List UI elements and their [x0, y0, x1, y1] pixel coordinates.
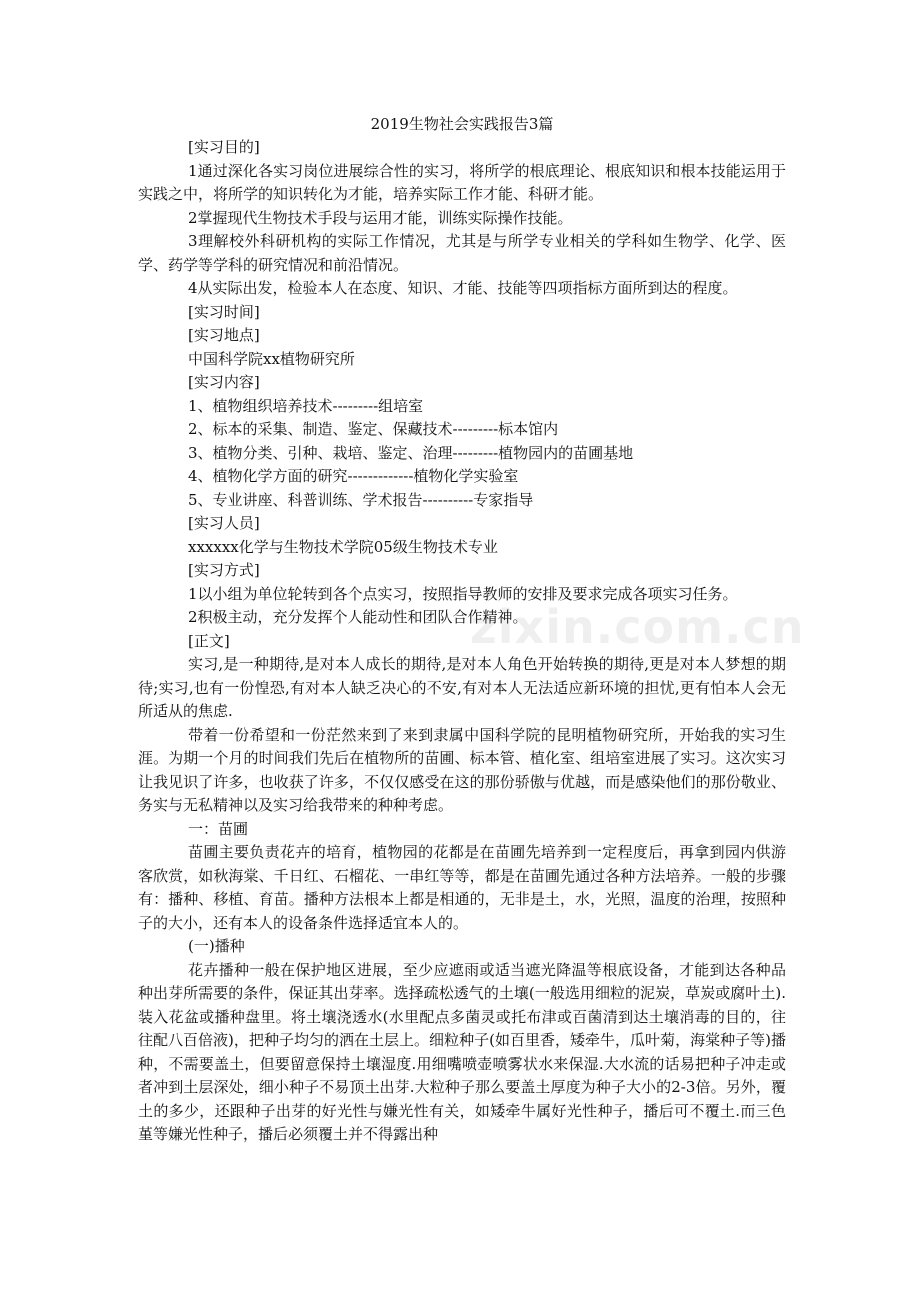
purpose-item-2: 2掌握现代生物技术手段与运用才能，训练实际操作技能。	[188, 208, 573, 227]
document-title: 2019生物社会实践报告3篇	[370, 115, 554, 133]
content-item-3: 3、植物分类、引种、栽培、鉴定、治理---------植物园内的苗圃基地	[188, 443, 634, 462]
section-heading-purpose: [实习目的]	[188, 138, 260, 156]
method-item-1: 1以小组为单位轮转到各个点实习，按照指导教师的安排及要求完成各项实习任务。	[188, 584, 738, 603]
content-item-4: 4、植物化学方面的研究-------------植物化学实验室	[188, 467, 519, 485]
purpose-item-3: 3理解校外科研机构的实际工作情况，尤其是与所学专业相关的学科如生物学、化学、医学、药学等学科的研究情况和前沿情况。	[138, 232, 786, 274]
section-heading-location: [实习地点]	[188, 326, 260, 344]
section-heading-method: [实习方式]	[188, 561, 260, 579]
watermark-logo: zixin.com.cn	[470, 600, 805, 654]
subsection-heading-nursery: 一：苗圃	[188, 819, 249, 838]
document-page	[138, 112, 805, 1147]
personnel-text: xxxxxx化学与生物技术学院05级生物技术专业	[188, 537, 498, 556]
method-item-2: 2积极主动，充分发挥个人能动性和团队合作精神。	[188, 608, 528, 626]
content-item-2: 2、标本的采集、制造、鉴定、保藏技术---------标本馆内	[188, 420, 559, 438]
body-paragraph-3: 苗圃主要负责花卉的培育，植物园的花都是在苗圃先培养到一定程度后，再拿到园内供游客欣赏，如秋海棠、千日红、石榴花、一串红等等，都是在苗圃先通过各种方法培养。一般的步骤有：播种、移植、育苗。播种方法根本上都是相通的，无非是土，水，光照，温度的治理，按照种子的大小，还有本人的设备条件选择适宜本人的。	[138, 843, 786, 932]
location-text: 中国科学院xx植物研究所	[188, 349, 355, 368]
body-paragraph-1: 实习,是一种期待,是对本人成长的期待,是对本人角色开始转换的期待,更是对本人梦想的期待;实习,也有一份惶恐,有对本人缺乏决心的不安,有对本人无法适应新环境的担忧,更有怕本人会无所适从的焦虑.	[138, 655, 786, 720]
section-heading-time: [实习时间]	[188, 302, 260, 321]
subsection-heading-sowing: (一)播种	[188, 937, 245, 955]
section-heading-personnel: [实习人员]	[188, 514, 260, 532]
purpose-item-1: 1通过深化各实习岗位进展综合性的实习，将所学的根底理论、根底知识和根本技能运用于实践之中，将所学的知识转化为才能，培养实际工作才能、科研才能。	[138, 161, 786, 203]
section-heading-body: [正文]	[188, 631, 230, 650]
body-paragraph-2: 带着一份希望和一份茫然来到了来到隶属中国科学院的昆明植物研究所，开始我的实习生涯。为期一个月的时间我们先后在植物所的苗圃、标本管、植化室、组培室进展了实习。这次实习让我见识了许多，也收获了许多，不仅仅感受在这的那份骄傲与优越，而是感染他们的那份敬业、务实与无私精神以及实习给我带来的种种考虑。	[138, 725, 786, 814]
body-paragraph-4: 花卉播种一般在保护地区进展，至少应遮雨或适当遮光降温等根底设备，才能到达各种品种出芽所需要的条件，保证其出芽率。选择疏松透气的土壤(一般选用细粒的泥炭，草炭或腐叶土).装入花盆或播种盘里。将土壤浇透水(水里配点多菌灵或托布津或百菌清到达土壤消毒的目的，往往配八百倍液)，把种子均匀的洒在土层上。细粒种子(如百里香，矮牵牛，瓜叶菊，海棠种子等)播种，不需要盖土，但要留意保持土壤湿度.用细嘴喷壶喷雾状水来保湿.大水流的话易把种子冲走或者冲到土层深处，细小种子不易顶土出芽.大粒种子那么要盖土厚度为种子大小的2-3倍。另外，覆土的多少，还跟种子出芽的好光性与嫌光性有关，如矮牵牛属好光性种子，播后可不覆土.而三色堇等嫌光性种子，播后必须覆土并不得露出种	[138, 960, 786, 1143]
purpose-item-4: 4从实际出发，检验本人在态度、知识、才能、技能等四项指标方面所到达的程度。	[188, 279, 738, 297]
section-heading-content: [实习内容]	[188, 373, 260, 391]
content-item-5: 5、专业讲座、科普训练、学术报告----------专家指导	[188, 490, 534, 509]
content-item-1: 1、植物组织培养技术---------组培室	[188, 396, 424, 415]
